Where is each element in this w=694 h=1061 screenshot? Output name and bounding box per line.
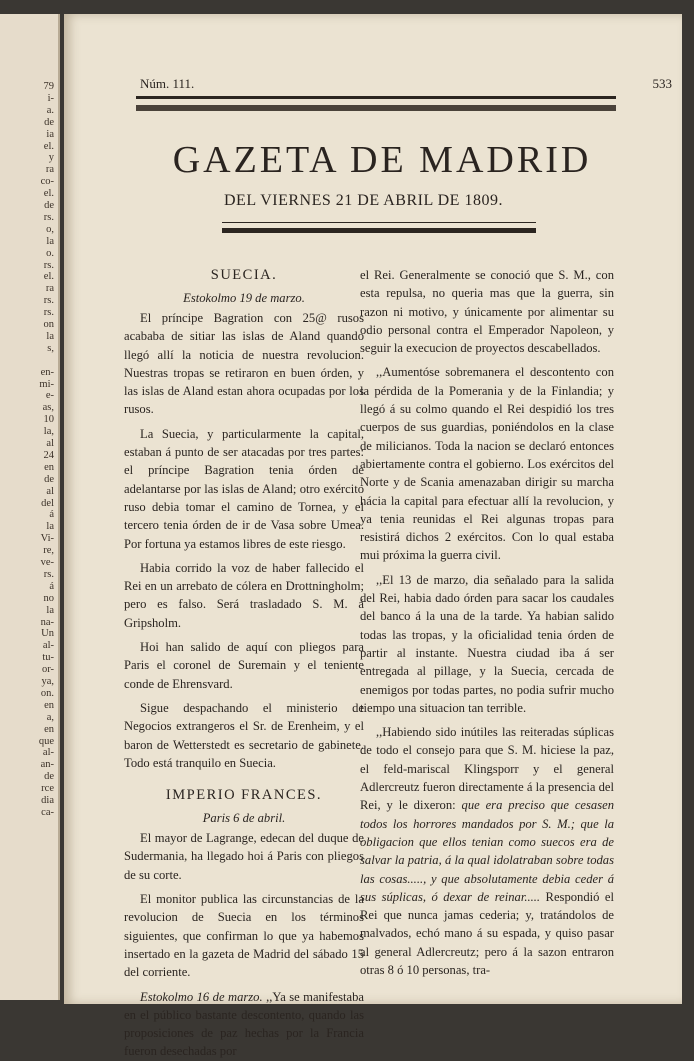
paragraph: el Rei. Generalmente se conoció que S. M., con esta repulsa, no queria mas que la guerra, sin razon ni motivo, y únicamente por alimentar su odio personal contra el Emperador Napoleon, y seguir la execucion de proyectos descabellados. xyxy=(360,268,614,356)
paragraph-text: Respondió el Rei que nunca jamas cederia; y, tratándolos de malvados, echó mano á su espada, y quiso pasar al general Adlercreutz; pero á la sazon entraron otras 8 ó 10 personas, tra- xyxy=(360,889,614,977)
facing-page-text-fragment: on xyxy=(43,319,54,330)
paragraph: Hoi han salido de aquí con pliegos para Paris el coronel de Suremain y el teniente conde de Ehrensvard. xyxy=(124,640,364,691)
facing-page-text-fragment: tu- xyxy=(42,652,54,664)
paragraph: ,,El 13 de marzo, dia señalado para la salida del Rei, habia dado órden para sacar los caudales del banco á la una de la tarde. Ya habian salido todas las tropas, y la oficialidad tenia órden de partir al instante. Nuestra ciudad iba á ser entregada al pillage, y la Suecia, cercada de enemigos por todas partes, no podia sufrir mucho tiempo una situacion tan terrible. xyxy=(360,572,614,715)
facing-page-text-fragment: que xyxy=(38,735,54,747)
newspaper-page xyxy=(64,14,682,1059)
facing-page-text-fragment: la xyxy=(46,235,54,247)
facing-page-text-fragment: a, xyxy=(46,711,54,723)
section-heading-imperio-frances: IMPERIO FRANCES. xyxy=(165,787,323,804)
facing-page-text-fragment: re, xyxy=(43,545,54,557)
facing-page-text-fragment: el. xyxy=(43,188,54,200)
issue-number: Núm. 111. xyxy=(140,76,195,91)
facing-page-text-fragment: rs. xyxy=(43,568,54,580)
facing-page-text-fragment: á xyxy=(49,580,54,592)
facing-page-text-fragment: rce xyxy=(41,783,54,795)
facing-page-text-fragment: al xyxy=(46,485,54,497)
facing-page-text-fragment: de xyxy=(44,200,54,211)
facing-page-text-fragment: en xyxy=(44,723,54,735)
facing-page-text-fragment: de xyxy=(44,473,54,485)
facing-page-text-fragment: or- xyxy=(41,664,54,676)
facing-page-text-fragment: an- xyxy=(40,759,54,771)
facing-page-text-fragment: la xyxy=(46,604,54,616)
facing-page-text-fragment: el. xyxy=(43,140,54,152)
dateline-estokolmo: Estokolmo 19 de marzo. xyxy=(183,291,305,305)
facing-page-text-fragment: Un xyxy=(41,628,54,640)
facing-page-text-fragment: al- xyxy=(42,640,54,652)
facing-page-text-fragment: no xyxy=(43,592,54,604)
paragraph: El monitor publica las circunstancias de la revolucion de Suecia en los términos siguientes, que confirman lo que ya habemos insertado en la gazeta de Madrid del sábado 15 del corriente. xyxy=(124,892,364,980)
facing-page-text-fragment: 24 xyxy=(43,449,54,461)
quoted-speech: que era preciso que cesasen todos los horrores mandados por S. M.; que la obligacion que ellos tenian como suecos era de salvar la patria, á la qual idolatraban sobre todas las cosas....., y que absolutamente debia ceder á sus súplicas, ó dexar de reinar..... xyxy=(360,798,614,904)
facing-page-text-fragment: mi- xyxy=(39,378,54,390)
facing-page-text-fragment: ra xyxy=(45,164,54,176)
right-column xyxy=(360,266,614,979)
facing-page-text-fragment: al xyxy=(46,438,54,449)
left-column xyxy=(124,266,364,1061)
facing-page-text-fragment: e- xyxy=(45,390,54,402)
inline-dateline: Estokolmo 16 de marzo. xyxy=(140,989,263,1004)
facing-page-text-fragment: la, xyxy=(43,426,54,438)
facing-page-text-fragment: en- xyxy=(40,366,54,378)
facing-page-text-fragment: en xyxy=(44,461,54,473)
facing-page-text-fragment: ia xyxy=(46,128,54,140)
section-heading-suecia: SUECIA. xyxy=(210,267,278,283)
masthead-title: GAZETA DE MADRID xyxy=(172,139,592,181)
paragraph: Sigue despachando el ministerio de Negocios extrangeros el Sr. de Erenheim, y el baron de Wetterstedt es secretario de gabinete. Todo está tranquilo en Suecia. xyxy=(124,700,364,770)
paragraph: Habia corrido la voz de haber fallecido el Rei en un arrebato de cólera en Drottningholm; pero es falso. Será trasladado S. M. á Gripsholm. xyxy=(124,560,364,630)
facing-page-text-fragment: o, xyxy=(46,223,54,235)
paragraph-estokolmo-16 xyxy=(124,988,364,1061)
facing-page-text-fragment: rs. xyxy=(43,211,54,223)
facing-page-text-fragment: rs. xyxy=(43,295,54,307)
facing-page-text-fragment: de xyxy=(44,116,54,128)
facing-page-text-fragment: Vi- xyxy=(40,533,54,545)
facing-page-text-fragment: la xyxy=(46,330,54,342)
facing-page-text-fragment: as, xyxy=(42,402,54,414)
facing-page-text-fragment: de xyxy=(44,771,54,783)
dateline-paris: Paris 6 de abril. xyxy=(202,811,286,826)
facing-page-text-fragment: s, xyxy=(47,342,54,354)
facing-page-text-fragment: rs. xyxy=(43,259,54,271)
paragraph-text: ,,Habiendo sido inútiles las reiteradas súplicas de todo el consejo para que S. M. hiciese la paz, el feld-mariscal Klingsporr y el general Adlercreutz fueron directamente á la presencia del Rei, y le dixeron: xyxy=(360,725,614,813)
facing-page-text-fragment: i- xyxy=(47,92,54,104)
facing-page-text-fragment: 79 xyxy=(43,81,54,92)
facing-page-text-fragment: ya, xyxy=(41,676,54,687)
facing-page-text-fragment: ve- xyxy=(40,557,54,568)
facing-page-text-fragment: la xyxy=(46,521,54,533)
top-double-rule xyxy=(136,96,616,99)
facing-page-text-fragment: dia xyxy=(41,795,54,806)
top-double-rule-lower xyxy=(136,105,616,111)
facing-page-text-fragment: co- xyxy=(40,176,54,188)
facing-page-text-fragment: y xyxy=(48,152,54,164)
paragraph: La Suecia, y particularmente la capital, estaban á punto de ser atacadas por tres partes: el príncipe Bagration tenia órden de adelantarse por las islas de Aland; otro exército ruso debia tomar el camino de Tornea, y el tercero tenia órden de ir de Vasa sobre Umea. Por fortuna ya estamos libres de este riesgo. xyxy=(124,426,364,551)
issue-date: DEL VIERNES 21 DE ABRIL DE 1809. xyxy=(224,192,503,209)
facing-page-text-fragment: ra xyxy=(45,283,54,295)
facing-page-text-fragment: ca- xyxy=(41,806,54,818)
facing-page-text-fragment: on. xyxy=(40,687,54,699)
facing-page-text-fragment: al- xyxy=(42,747,54,759)
paragraph-consejo xyxy=(360,723,614,979)
facing-page-text-fragment: en xyxy=(44,699,54,711)
facing-page-text-fragment: el. xyxy=(43,271,54,283)
facing-page-text-fragment: del xyxy=(41,497,54,509)
facing-page-text-fragment: o. xyxy=(46,247,54,259)
paragraph: El príncipe Bagration con 25@ rusos acababa de sitiar las islas de Aland quando llegó allí la noticia de nuestra revolucion. Nuestras tropas se retiraron en buen órden, y las islas de Aland estan ahora ocupadas por los rusos. xyxy=(124,311,364,417)
masthead-bottom-rule-thick xyxy=(222,228,536,233)
page-number: 533 xyxy=(652,76,672,91)
facing-page-text-fragment: na- xyxy=(40,616,54,628)
facing-page-text-fragment: rs. xyxy=(43,307,54,319)
facing-page-text-fragment: a. xyxy=(46,104,54,116)
facing-page-text-fragment: 10 xyxy=(43,414,54,426)
facing-page-text-fragment: á xyxy=(49,509,54,521)
masthead-bottom-rule xyxy=(222,222,536,223)
paragraph: ,,Aumentóse sobremanera el descontento con la pérdida de la Pomerania y de la Finlandia; y llegó á su colmo quando el Rei despidió los tres cuerpos de sus guardias, poniéndolos en la clase de milicianos. Toda la nacion se declaró entonces abiertamente contra el gobierno. Los exércitos del Norte y de Scania amenazaban dirigir su marcha hácia la capital para efectuar allí la revolucion, y ya tenia reunidas el Rei algunas tropas para resistirá dichos 2 exércitos. Con lo qual estaba mui próxima la guerra civil. xyxy=(360,365,614,563)
facing-page-fragment xyxy=(0,14,60,1000)
paragraph-text: ,,Ya se manifestaba en el público bastante descontento, quando las proposiciones de paz hechas por la Francia fueron desechadas por xyxy=(124,989,365,1059)
paragraph: El mayor de Lagrange, edecan del duque de Sudermania, ha llegado hoi á Paris con pliegos de su corte. xyxy=(124,831,364,882)
